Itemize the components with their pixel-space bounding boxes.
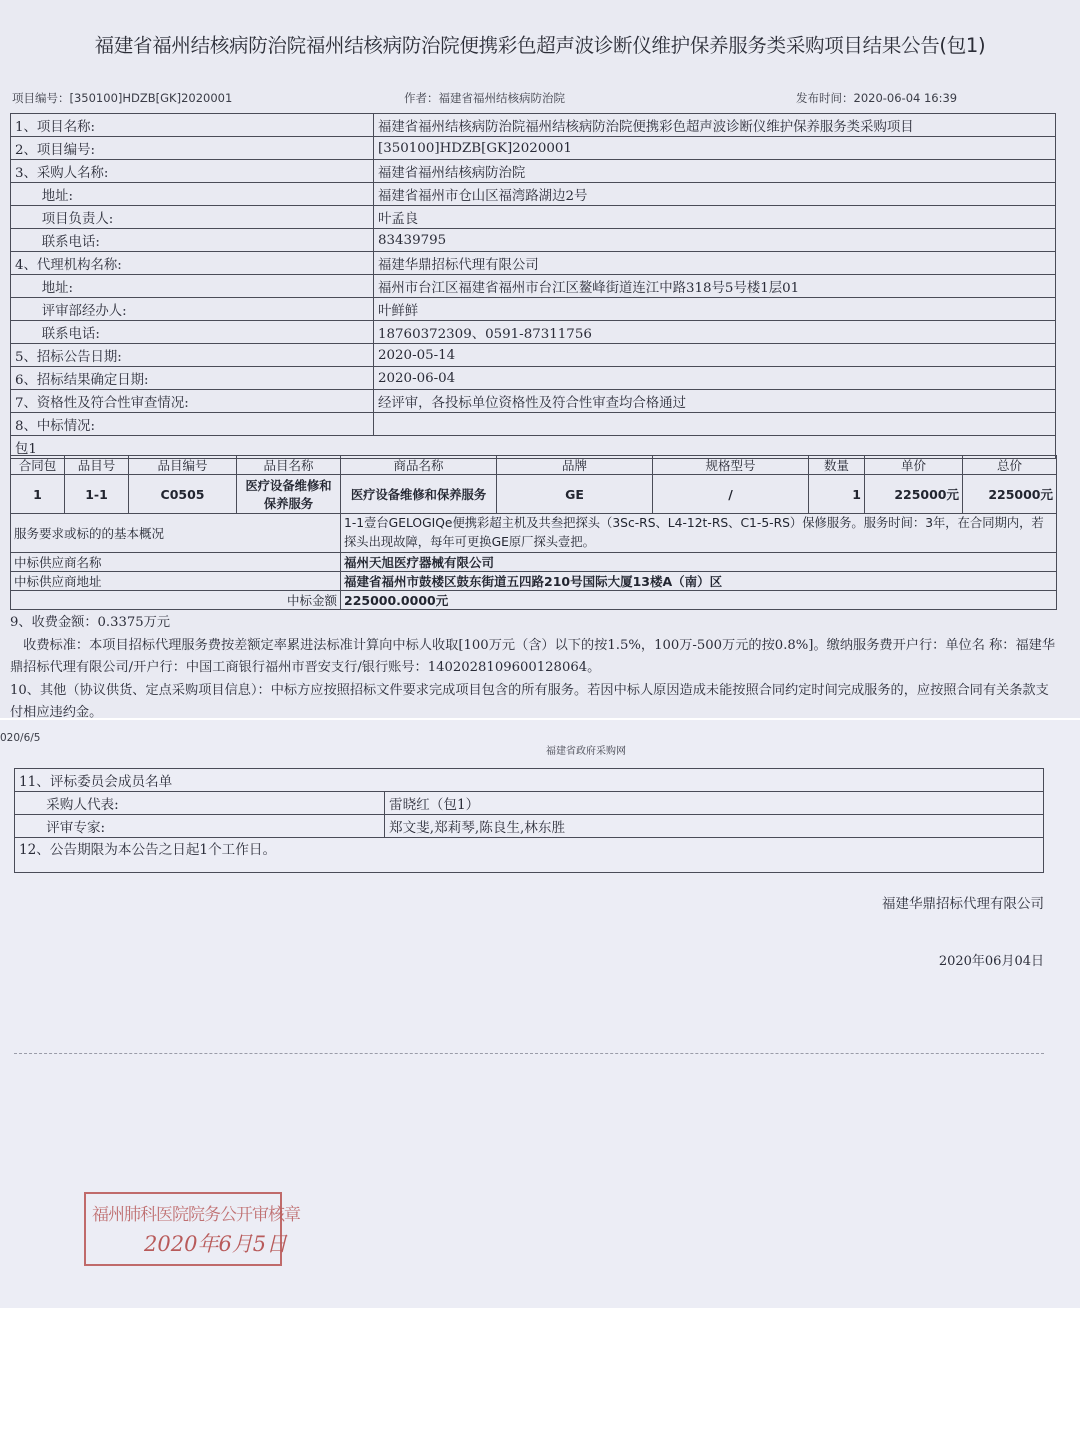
site-name: 福建省政府采购网 (546, 746, 626, 757)
bid-amount-label: 中标金额 (11, 591, 341, 610)
approval-stamp (84, 1192, 300, 1266)
info-value: 福建华鼎招标代理有限公司 (374, 252, 1056, 275)
info-row (11, 252, 1056, 275)
agency-signature: 福建华鼎招标代理有限公司 (882, 896, 1044, 912)
column-header: 合同包 (11, 456, 65, 475)
other-info: 10、其他（协议供货、定点采购项目信息）：中标方应按照招标文件要求完成项目包含的所有服务。若因中标人原因造成未能按照合同约定时间完成服务的，应按照合同有关条款支付相应违约金。 (10, 682, 1049, 720)
column-header: 数量 (809, 456, 865, 475)
info-value: 经评审，各投标单位资格性及符合性审查均合格通过 (374, 390, 1056, 413)
info-value: 福州市台江区福建省福州市台江区鳌峰街道连江中路318号5号楼1层01 (374, 275, 1056, 298)
table-cell: GE (497, 475, 653, 514)
requirement-label: 服务要求或标的的基本概况 (11, 514, 341, 553)
info-label: 联系电话: (11, 229, 374, 252)
project-info-table (10, 113, 1056, 459)
info-row (11, 160, 1056, 183)
info-row (11, 114, 1056, 137)
info-label: 5、招标公告日期: (11, 344, 374, 367)
table-cell: 1-1 (65, 475, 129, 514)
bid-amount: 225000.0000元 (341, 591, 1057, 610)
print-date: 020/6/5 (0, 732, 41, 744)
info-value: 福建省福州结核病防治院福州结核病防治院便携彩色超声波诊断仪维护保养服务类采购项目 (374, 114, 1056, 137)
info-row (11, 229, 1056, 252)
column-header: 单价 (865, 456, 963, 475)
table-cell: 医疗设备维修和保养服务 (237, 475, 341, 514)
column-header: 总价 (963, 456, 1057, 475)
expert-value: 郑文斐,郑莉琴,陈良生,林东胜 (385, 815, 1044, 838)
table-cell: / (653, 475, 809, 514)
supplier-address: 福建省福州市鼓楼区鼓东街道五四路210号国际大厦13楼A（南）区 (341, 572, 1057, 591)
page-title: 福建省福州结核病防治院福州结核病防治院便携彩色超声波诊断仪维护保养服务类采购项目结果公告(包1) (94, 34, 986, 57)
info-value: 83439795 (374, 229, 1056, 252)
package-label: 包1 (11, 436, 1056, 459)
info-row (11, 344, 1056, 367)
bid-table-header (11, 456, 1057, 475)
committee-table (14, 768, 1044, 873)
stamp-org: 福州肺科医院院务公开审核章 (92, 1205, 300, 1225)
period-line: 12、公告期限为本公告之日起1个工作日。 (15, 838, 1044, 873)
info-row (11, 298, 1056, 321)
info-label: 项目负责人: (11, 206, 374, 229)
committee-title: 11、评标委员会成员名单 (15, 769, 1044, 792)
project-number-meta: 项目编号：[350100]HDZB[GK]2020001 (12, 91, 233, 105)
info-label: 4、代理机构名称: (11, 252, 374, 275)
table-cell: 225000元 (963, 475, 1057, 514)
rep-label: 采购人代表: (15, 792, 385, 815)
fee-amount: 9、收费金额：0.3375万元 (10, 615, 171, 630)
info-label: 评审部经办人: (11, 298, 374, 321)
info-row (11, 137, 1056, 160)
column-header: 规格型号 (653, 456, 809, 475)
author-meta: 作者：福建省福州结核病防治院 (404, 91, 565, 105)
info-row (11, 390, 1056, 413)
fee-and-other-section (10, 612, 1056, 725)
info-value: 18760372309、0591-87311756 (374, 321, 1056, 344)
supplier-name-label: 中标供应商名称 (11, 553, 341, 572)
publish-time-meta: 发布时间：2020-06-04 16:39 (796, 91, 958, 105)
info-row (11, 206, 1056, 229)
info-value: 福建省福州市仓山区福湾路湖边2号 (374, 183, 1056, 206)
info-label: 1、项目名称: (11, 114, 374, 137)
requirement-text: 1-1壹台GELOGIQe便携彩超主机及共叁把探头（3Sc-RS、L4-12t-RS、C1-5-RS）保修服务。服务时间：3年，在合同期内，若探头出现故障，每年可更换GE原厂探头壹把。 (341, 514, 1057, 553)
table-cell: 225000元 (865, 475, 963, 514)
info-value: 2020-06-04 (374, 367, 1056, 390)
info-row (11, 275, 1056, 298)
info-row (11, 321, 1056, 344)
stamp-date: 2020年6月5日 (144, 1232, 288, 1256)
info-value: [350100]HDZB[GK]2020001 (374, 137, 1056, 160)
info-row (11, 183, 1056, 206)
column-header: 品牌 (497, 456, 653, 475)
table-cell: 医疗设备维修和保养服务 (341, 475, 497, 514)
fee-standard: 收费标准：本项目招标代理服务费按差额定率累进法标准计算向中标人收取[100万元（含）以下的按1.5%，100万-500万元的按0.8%]。缴纳服务费开户行：单位名 称：福建华鼎招标代理有限公司/开户行：中国工商银行福州市晋安支行/银行账号：1402028109600128064。 (10, 637, 1056, 675)
info-label: 8、中标情况: (11, 413, 374, 436)
column-header: 品目名称 (237, 456, 341, 475)
table-cell: 1 (11, 475, 65, 514)
info-value: 福建省福州结核病防治院 (374, 160, 1056, 183)
info-value: 2020-05-14 (374, 344, 1056, 367)
table-cell: C0505 (129, 475, 237, 514)
divider-line (14, 1053, 1044, 1054)
signature-date: 2020年06月04日 (938, 954, 1044, 969)
info-label: 地址: (11, 275, 374, 298)
info-label: 6、招标结果确定日期: (11, 367, 374, 390)
bid-result-table (10, 455, 1057, 610)
info-label: 联系电话: (11, 321, 374, 344)
info-row (11, 367, 1056, 390)
table-row (11, 475, 1057, 514)
column-header: 品目编号 (129, 456, 237, 475)
info-value: 叶鲜鲜 (374, 298, 1056, 321)
column-header: 商品名称 (341, 456, 497, 475)
info-label: 7、资格性及符合性审查情况: (11, 390, 374, 413)
table-cell: 1 (809, 475, 865, 514)
info-label: 地址: (11, 183, 374, 206)
column-header: 品目号 (65, 456, 129, 475)
info-value (374, 413, 1056, 436)
supplier-address-label: 中标供应商地址 (11, 572, 341, 591)
info-row (11, 413, 1056, 436)
rep-value: 雷晓红（包1） (385, 792, 1044, 815)
info-label: 3、采购人名称: (11, 160, 374, 183)
expert-label: 评审专家: (15, 815, 385, 838)
supplier-name: 福州天旭医疗器械有限公司 (341, 553, 1057, 572)
info-value: 叶孟良 (374, 206, 1056, 229)
info-label: 2、项目编号: (11, 137, 374, 160)
